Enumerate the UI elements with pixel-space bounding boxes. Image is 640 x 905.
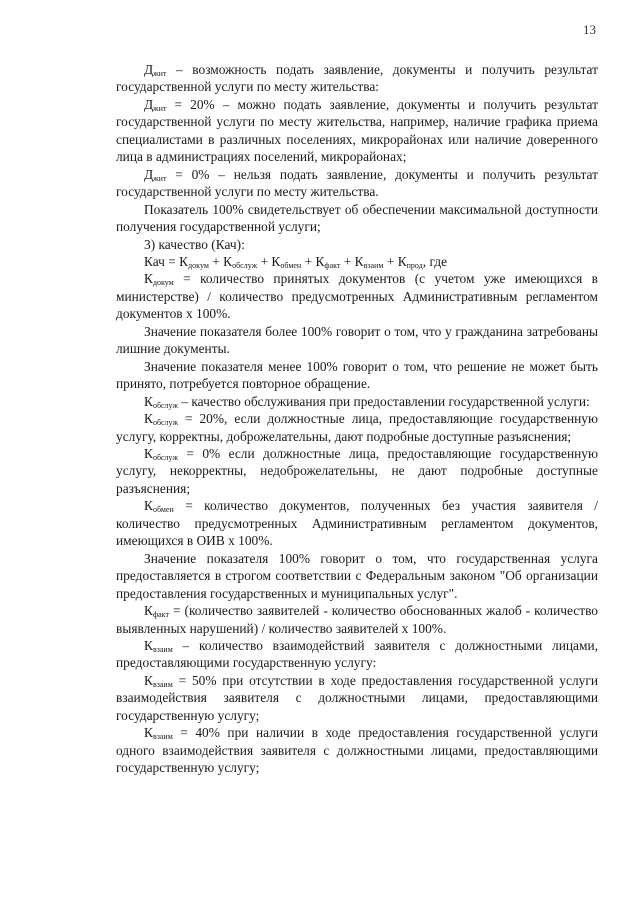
paragraph-text: Значение показателя менее 100% говорит о том, что решение не может быть принято, потребуется повторное обращение. xyxy=(116,358,598,392)
indicator-subscript: факт xyxy=(324,260,341,270)
indicator-subscript: обслуж xyxy=(232,260,258,270)
page-number: 13 xyxy=(583,22,596,37)
paragraph xyxy=(116,358,598,393)
formula-plus: + xyxy=(301,253,316,269)
indicator-subscript: прод xyxy=(406,260,423,270)
indicator-subscript: жит xyxy=(153,103,167,113)
paragraph xyxy=(116,236,598,253)
paragraph-text: = 20% – можно подать заявление, документы и получить результат государственной услуги по месту жительства, например, наличие графика приема специалистами в различных поселениях, микрорайонах или наличие доверенного лица в администрациях поселений, микрорайонах; xyxy=(116,96,598,165)
paragraph-text: Показатель 100% свидетельствует об обеспечении максимальной доступности получения государственной услуги; xyxy=(116,201,598,235)
paragraph-text: = количество принятых документов (с учетом уже имеющихся в министерстве) / количество предусмотренных Административным регламентом документов x 100%. xyxy=(116,271,598,322)
paragraph-text: = 0% – нельзя подать заявление, документы и получить результат государственной услуги по месту жительства. xyxy=(116,166,598,200)
paragraph xyxy=(116,96,598,166)
paragraph xyxy=(116,393,598,410)
indicator-symbol: $К_{факт}$ xyxy=(144,603,169,620)
formula-tail: , где xyxy=(422,253,448,269)
paragraph-text: = количество документов, полученных без участия заявителя / количество предусмотренных Административным регламентом документов, имеющихся в ОИВ x 100%. xyxy=(116,498,598,549)
indicator-symbol: $Д_{жит}$ xyxy=(144,166,167,183)
indicator-symbol: $К_{взаим}$ xyxy=(144,637,173,654)
paragraph xyxy=(116,445,598,497)
paragraph xyxy=(116,410,598,445)
formula-line xyxy=(116,253,598,270)
paragraph-text: = 40% при наличии в ходе предоставления государственной услуги одного взаимодействия заявителя с должностными лицами, предоставляющими государственную услугу; xyxy=(116,725,598,776)
formula-plus: + xyxy=(208,253,224,269)
paragraph-text: = 20%, если должностные лица, предоставляющие государственную услугу, корректны, доброжелательны, дают подробные доступные разъяснения; xyxy=(116,411,598,444)
indicator-symbol: $К_{взаим}$ xyxy=(144,672,173,689)
indicator-subscript: докум xyxy=(152,278,174,288)
paragraph-text: – возможность подать заявление, документы и получить результат государственной услуги по месту жительства: xyxy=(116,62,598,95)
indicator-subscript: взаим xyxy=(152,644,173,654)
indicator-symbol: $К_{докум}$ xyxy=(179,253,209,270)
indicator-subscript: жит xyxy=(153,173,167,183)
document-body xyxy=(116,61,598,777)
paragraph-text: = (количество заявителей - количество обоснованных жалоб - количество выявленных нарушений) / количество заявителей x 100%. xyxy=(116,603,598,636)
indicator-subscript: обслуж xyxy=(152,452,178,462)
indicator-subscript: взаим xyxy=(363,260,384,270)
indicator-subscript: обмен xyxy=(152,505,174,515)
paragraph xyxy=(116,550,598,602)
indicator-symbol: $К_{обмен}$ xyxy=(144,498,174,515)
indicator-subscript: взаим xyxy=(152,679,173,689)
indicator-symbol: $К_{взаим}$ xyxy=(144,725,173,742)
paragraph-text: 3) качество (Кач): xyxy=(144,236,245,252)
indicator-subscript: взаим xyxy=(152,732,173,742)
indicator-subscript: обслуж xyxy=(152,400,178,410)
paragraph xyxy=(116,166,598,201)
paragraph-text: Значение показателя более 100% говорит о том, что у гражданина затребованы лишние документы. xyxy=(116,323,598,357)
indicator-subscript: обслуж xyxy=(152,418,178,428)
indicator-symbol: $К_{обслуж}$ xyxy=(144,445,178,462)
paragraph-text: = 50% при отсутствии в ходе предоставления государственной услуги взаимодействия заявителя с должностными лицами, предоставляющими государственную услугу; xyxy=(116,672,598,723)
indicator-symbol: $К_{факт}$ xyxy=(315,253,341,270)
paragraph xyxy=(116,61,598,96)
formula-lhs: Кач = xyxy=(144,253,180,269)
paragraph xyxy=(116,672,598,724)
formula-plus: + xyxy=(383,253,398,269)
indicator-subscript: факт xyxy=(152,610,169,620)
indicator-symbol: $К_{взаим}$ xyxy=(354,253,384,270)
paragraph-text: – качество обслуживания при предоставлении государственной услуги: xyxy=(177,393,590,409)
paragraph xyxy=(116,270,598,322)
indicator-symbol: $К_{обмен}$ xyxy=(271,253,302,270)
indicator-symbol: $Д_{жит}$ xyxy=(144,62,167,78)
formula-plus: + xyxy=(257,253,272,269)
indicator-subscript: докум xyxy=(188,260,209,270)
formula-plus: + xyxy=(340,253,355,269)
indicator-symbol: $К_{обслуж}$ xyxy=(223,253,258,270)
paragraph xyxy=(116,323,598,358)
indicator-symbol: $Д_{жит}$ xyxy=(144,96,167,113)
paragraph xyxy=(116,724,598,776)
indicator-symbol: $К_{прод}$ xyxy=(397,253,423,270)
paragraph xyxy=(116,637,598,672)
indicator-symbol: $К_{обслуж}$ xyxy=(144,393,178,410)
paragraph-text: = 0% если должностные лица, предоставляющие государственную услугу, некорректны, недоброжелательны, не дают подробные доступные разъяснения; xyxy=(116,445,598,496)
indicator-symbol: $К_{докум}$ xyxy=(144,271,174,288)
indicator-subscript: обмен xyxy=(280,260,302,270)
paragraph xyxy=(116,497,598,549)
paragraph-text: Значение показателя 100% говорит о том, что государственная услуга предоставляется в строгом соответствии с Федеральным законом "Об организации предоставления государственных и муниципальных услуг". xyxy=(116,550,598,601)
paragraph xyxy=(116,602,598,637)
indicator-symbol: $К_{обслуж}$ xyxy=(144,411,178,428)
indicator-subscript: жит xyxy=(153,69,167,78)
paragraph-text: – количество взаимодействий заявителя с должностными лицами, предоставляющими государственную услугу: xyxy=(116,637,598,671)
paragraph xyxy=(116,201,598,236)
